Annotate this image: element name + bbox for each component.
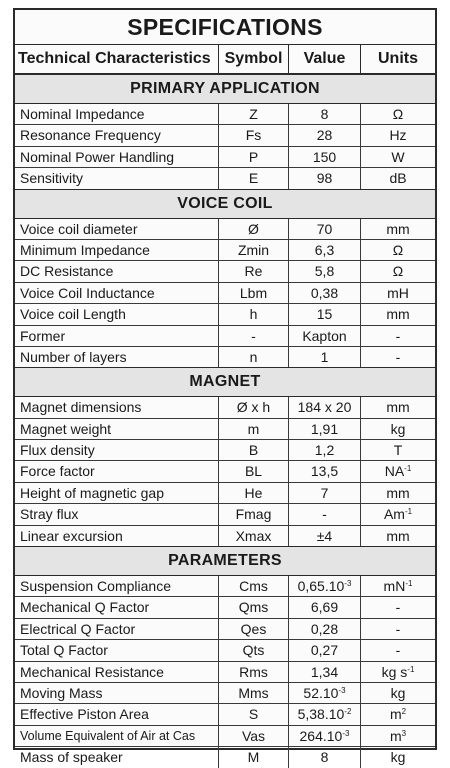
characteristic-cell-text: Voice coil diameter [20,220,138,237]
section-primary-application [15,75,435,190]
characteristic-cell [15,261,219,281]
characteristic-cell [15,440,219,460]
units-cell-superscript: -1 [404,464,412,474]
units-cell [361,397,435,417]
symbol-cell [219,640,289,660]
section-heading: VOICE COIL [15,190,435,219]
units-cell-text: Ω [392,106,404,122]
symbol-cell [219,619,289,639]
symbol-cell-text: Vas [241,727,266,744]
units-cell [361,619,435,639]
value-cell-superscript: -3 [344,579,352,589]
units-cell-superscript: -1 [407,664,415,674]
units-cell-text: Ω [392,241,404,258]
characteristic-cell [15,704,219,724]
value-cell-text: 0,65.10 [297,578,345,595]
table-row [15,304,435,325]
table-row [15,397,435,418]
symbol-cell [219,747,289,767]
symbol-cell [219,283,289,303]
value-cell [289,526,361,546]
value-cell-text: 6,3 [314,241,335,258]
characteristic-cell [15,747,219,767]
value-cell-text: 6,69 [310,599,339,616]
symbol-cell-text: Lbm [239,284,268,301]
units-cell-text: dB [389,170,407,187]
units-cell [361,504,435,524]
symbol-cell-text: Re [244,263,263,280]
table-row [15,125,435,146]
value-cell-text: 28 [316,127,333,144]
units-cell [361,576,435,596]
characteristic-cell [15,168,219,188]
section-magnet [15,368,435,547]
units-cell [361,283,435,303]
units-cell [361,168,435,188]
characteristic-cell-text: Moving Mass [20,684,103,701]
symbol-cell-text: M [247,749,260,766]
characteristic-cell-text: Height of magnetic gap [20,484,164,501]
characteristic-cell-text: Force factor [20,463,95,480]
symbol-cell [219,347,289,367]
characteristic-cell-text: Magnet weight [20,420,112,437]
value-cell-text: 0,28 [310,620,339,637]
symbol-cell-text: n [249,348,258,365]
value-cell-text: 1,2 [314,442,335,459]
symbol-cell-text: He [244,484,263,501]
header-symbol: Symbol [219,45,289,73]
characteristic-cell-text: Resonance Frequency [20,127,161,144]
value-cell-text: 52.10 [303,684,339,701]
characteristic-cell [15,619,219,639]
value-cell [289,326,361,346]
table-row [15,683,435,704]
column-header-row [15,45,435,75]
symbol-cell-text: Rms [239,663,268,680]
characteristic-cell-text: Flux density [20,442,95,459]
value-cell [289,283,361,303]
units-cell [361,147,435,167]
section-heading: PRIMARY APPLICATION [15,75,435,104]
value-cell-text: 1,34 [310,663,339,680]
characteristic-cell [15,504,219,524]
characteristic-cell [15,326,219,346]
characteristic-cell-text: Nominal Power Handling [20,148,175,165]
symbol-cell-text: E [248,170,259,187]
units-cell [361,240,435,260]
value-cell-text: 184 x 20 [297,399,352,416]
units-cell [361,597,435,617]
symbol-cell-text: Qms [238,599,269,616]
section-parameters [15,547,435,768]
symbol-cell-text: Cms [239,578,268,595]
units-cell [361,640,435,660]
value-cell-text: 13,5 [310,463,339,480]
characteristic-cell [15,419,219,439]
characteristic-cell [15,576,219,596]
units-cell-text: m [389,706,402,723]
table-row [15,240,435,261]
units-cell [361,526,435,546]
table-row [15,640,435,661]
symbol-cell [219,526,289,546]
characteristic-cell-text: DC Resistance [20,263,114,280]
units-cell [361,125,435,145]
characteristic-cell-text: Effective Piston Area [20,706,149,723]
spec-sections [15,75,435,768]
units-cell-text: kg s [381,663,408,680]
symbol-cell-text: Mms [238,684,269,701]
table-row [15,261,435,282]
table-row [15,419,435,440]
characteristic-cell [15,304,219,324]
units-cell-text: - [395,642,401,659]
characteristic-cell [15,147,219,167]
symbol-cell [219,576,289,596]
units-cell [361,747,435,767]
value-cell [289,619,361,639]
table-row [15,440,435,461]
units-cell [361,419,435,439]
value-cell [289,597,361,617]
symbol-cell [219,397,289,417]
symbol-cell [219,704,289,724]
table-row [15,504,435,525]
value-cell-text: 5,38.10 [297,706,345,723]
symbol-cell-text: m [247,420,260,437]
characteristic-cell [15,125,219,145]
value-cell-text: 98 [316,170,333,187]
value-cell [289,168,361,188]
value-cell [289,640,361,660]
value-cell [289,504,361,524]
symbol-cell [219,240,289,260]
value-cell [289,261,361,281]
value-cell-text: Kapton [302,327,347,344]
symbol-cell-text: Qes [240,620,267,637]
symbol-cell [219,168,289,188]
units-cell-text: mH [387,284,409,301]
value-cell [289,461,361,481]
value-cell-superscript: -3 [338,685,346,695]
symbol-cell [219,461,289,481]
characteristic-cell-text: Sensitivity [20,170,84,187]
units-cell-text: mm [386,399,410,416]
symbol-cell-text: h [249,306,258,323]
section-voice-coil [15,190,435,369]
value-cell [289,347,361,367]
symbol-cell-text: S [248,706,259,723]
units-cell-text: - [395,620,401,637]
characteristic-cell-text: Mechanical Q Factor [20,599,150,616]
value-cell-text: 70 [316,220,333,237]
symbol-cell-text: Qts [242,642,265,659]
section-heading: MAGNET [15,368,435,397]
value-cell [289,147,361,167]
characteristic-cell-text: Magnet dimensions [20,399,142,416]
units-cell-text: mm [386,220,410,237]
units-cell-text: W [391,148,405,165]
symbol-cell [219,597,289,617]
value-cell-text: 0,27 [310,642,339,659]
symbol-cell [219,304,289,324]
value-cell-text: 150 [312,148,337,165]
characteristic-cell [15,240,219,260]
characteristic-cell-text: Electrical Q Factor [20,620,136,637]
units-cell-superscript: 2 [401,707,407,717]
characteristic-cell-text: Linear excursion [20,527,123,544]
table-row [15,347,435,368]
value-cell [289,576,361,596]
characteristic-cell [15,461,219,481]
table-row [15,747,435,767]
characteristic-cell [15,347,219,367]
value-cell-text: 8 [320,106,329,122]
table-row [15,283,435,304]
units-cell-superscript: -1 [404,507,413,517]
symbol-cell-text: Xmax [235,527,272,544]
header-units: Units [378,50,418,67]
table-row [15,168,435,189]
characteristic-cell [15,726,219,746]
units-cell [361,704,435,724]
units-cell-text: kg [390,684,406,701]
symbol-cell [219,440,289,460]
table-row [15,526,435,547]
symbol-cell-text: Fs [245,127,262,144]
characteristic-cell [15,662,219,682]
table-row [15,219,435,240]
characteristic-cell-text: Total Q Factor [20,642,108,659]
value-cell [289,440,361,460]
symbol-cell-text: Z [249,106,258,122]
symbol-cell [219,726,289,746]
table-row [15,704,435,725]
symbol-cell [219,419,289,439]
characteristic-cell-text: Voice Coil Inductance [20,284,155,301]
table-row [15,662,435,683]
units-cell [361,304,435,324]
symbol-cell [219,326,289,346]
characteristic-cell-text: Mechanical Resistance [20,663,164,680]
characteristic-cell [15,219,219,239]
units-cell [361,726,435,746]
units-cell-text: mm [386,484,410,501]
symbol-cell [219,662,289,682]
units-cell [361,461,435,481]
symbol-cell-text: Zmin [237,241,270,258]
units-cell-text: NA [384,463,405,480]
units-cell-text: mm [386,306,410,323]
units-cell [361,483,435,503]
value-cell-text: - [322,506,327,523]
value-cell [289,304,361,324]
header-value: Value [289,45,361,73]
characteristic-cell [15,483,219,503]
units-cell [361,326,435,346]
table-row [15,104,435,125]
symbol-cell-text: - [251,327,256,344]
units-cell-text: Ω [392,263,404,280]
characteristic-cell [15,526,219,546]
characteristic-cell [15,640,219,660]
units-cell-text: kg [390,420,406,437]
units-cell [361,440,435,460]
symbol-cell-text: B [248,442,259,459]
units-cell-superscript: 3 [401,728,407,738]
value-cell-text: 15 [316,306,333,323]
value-cell [289,419,361,439]
value-cell [289,104,361,124]
value-cell-text: 5,8 [314,263,335,280]
units-cell-text: Hz [389,127,407,144]
value-cell [289,125,361,145]
specifications-sheet [13,8,437,766]
table-row [15,326,435,347]
value-cell [289,219,361,239]
value-cell [289,397,361,417]
page-title: SPECIFICATIONS [15,10,435,45]
table-row [15,147,435,168]
symbol-cell-text: Ø [248,220,259,237]
characteristic-cell-text: Former [20,327,66,344]
value-cell-text: 7 [320,484,329,501]
units-cell-superscript: -1 [405,579,413,589]
table-row [15,461,435,482]
table-row [15,726,435,747]
units-cell-text: T [393,442,403,459]
characteristic-cell [15,397,219,417]
units-cell [361,261,435,281]
header-technical-characteristics: Technical Characteristics [15,45,219,73]
table-row [15,597,435,618]
characteristic-cell-text: Minimum Impedance [20,241,150,258]
symbol-cell [219,147,289,167]
symbol-cell [219,219,289,239]
characteristic-cell [15,683,219,703]
units-cell-text: Am [383,506,405,523]
value-cell-text: 8 [320,749,329,766]
units-cell [361,347,435,367]
characteristic-cell-text: Mass of speaker [20,749,123,766]
value-cell [289,704,361,724]
value-cell-text: 0,38 [310,284,339,301]
value-cell-text: ±4 [316,527,333,544]
table-row [15,619,435,640]
symbol-cell [219,683,289,703]
characteristic-cell-text: Stray flux [20,506,79,523]
value-cell [289,726,361,746]
units-cell-text: - [395,348,401,365]
units-cell [361,683,435,703]
characteristic-cell-text: Volume Equivalent of Air at Cas [20,728,196,743]
value-cell [289,240,361,260]
value-cell-superscript: -3 [342,728,350,738]
symbol-cell [219,125,289,145]
characteristic-cell [15,283,219,303]
value-cell [289,662,361,682]
section-heading: PARAMETERS [15,547,435,576]
symbol-cell-text: Ø x h [236,399,271,416]
units-cell-text: - [395,327,401,344]
units-cell-text: m [389,727,402,744]
value-cell [289,683,361,703]
value-cell [289,747,361,767]
characteristic-cell-text: Voice coil Length [20,306,126,323]
units-cell [361,219,435,239]
characteristic-cell [15,104,219,124]
symbol-cell-text: Fmag [235,506,272,523]
table-row [15,576,435,597]
symbol-cell [219,104,289,124]
units-cell-text: mN [383,578,406,595]
units-cell-text: - [395,599,401,616]
symbol-cell-text: BL [244,463,263,480]
value-cell-superscript: -2 [344,707,352,717]
symbol-cell [219,483,289,503]
value-cell-text: 1,91 [310,420,339,437]
units-cell-text: mm [386,527,410,544]
units-cell [361,104,435,124]
symbol-cell [219,261,289,281]
value-cell-text: 264.10 [299,727,343,744]
symbol-cell-text: P [248,148,259,165]
characteristic-cell-text: Suspension Compliance [20,578,171,595]
units-cell-text: kg [390,749,406,766]
units-cell [361,662,435,682]
characteristic-cell [15,597,219,617]
value-cell-text: 1 [320,348,329,365]
characteristic-cell-text: Number of layers [20,348,127,365]
symbol-cell [219,504,289,524]
value-cell [289,483,361,503]
characteristic-cell-text: Nominal Impedance [20,106,145,122]
table-row [15,483,435,504]
